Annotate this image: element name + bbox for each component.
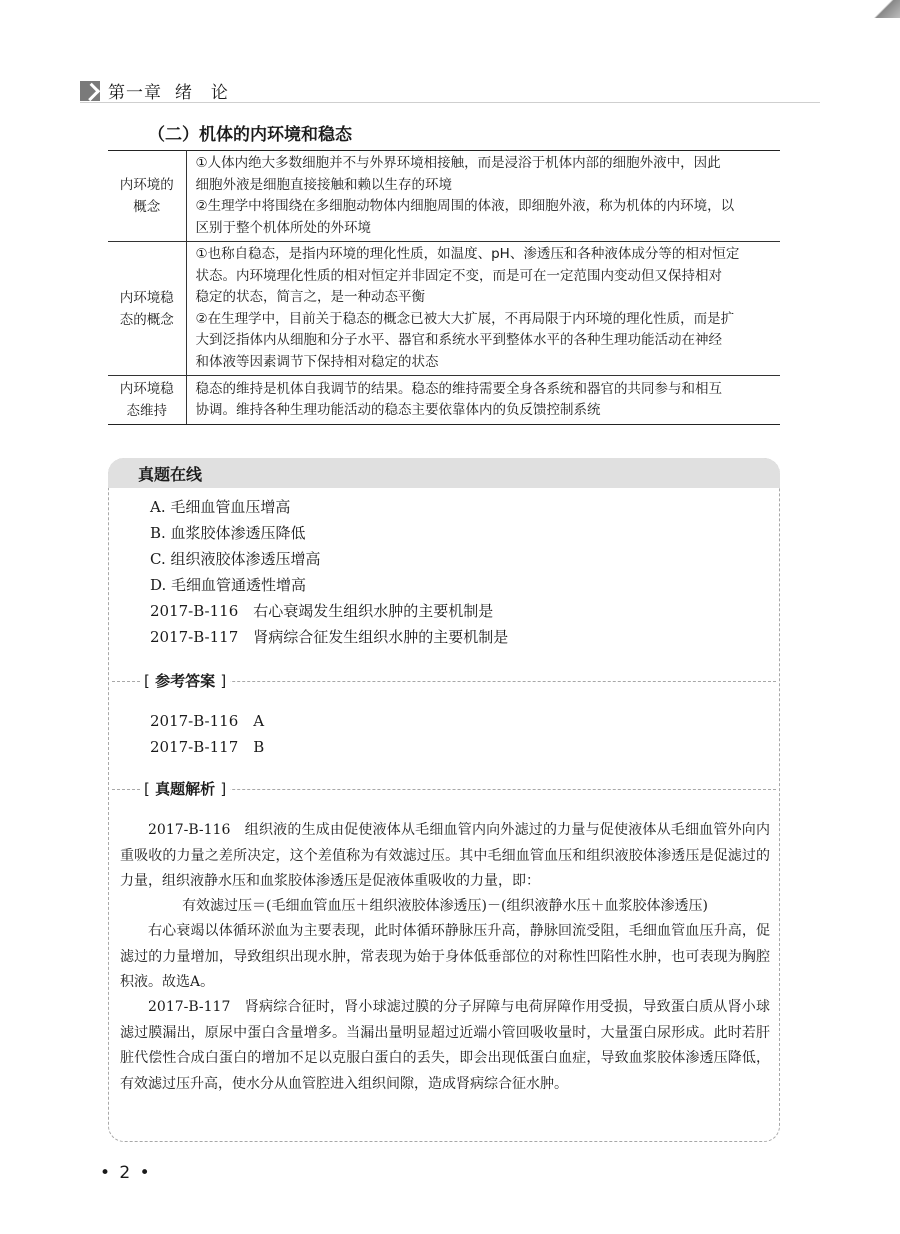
option-b: B. 血浆胶体渗透压降低: [150, 524, 306, 542]
definition-cell: [186, 376, 780, 425]
chapter-header: [80, 78, 229, 103]
definition-line: 状态。内环境理化性质的相对恒定并非固定不变，而是可在一定范围内变动但又保持相对: [195, 267, 722, 284]
definition-line: ②生理学中将围绕在多细胞动物体内细胞周围的体液，即细胞外液，称为机体的内环境，以: [195, 198, 735, 214]
analysis-formula: 有效滤过压＝(毛细血管血压＋组织液胶体渗透压)－(组织液静水压＋血浆胶体渗透压): [182, 898, 708, 914]
answer-117: 2017-B-117 B: [150, 738, 265, 756]
definition-line: ①人体内绝大多数细胞并不与外界环境相接触，而是浸浴于机体内部的细胞外液中，因此: [195, 155, 721, 171]
section-title: （二）机体的内环境和稳态: [148, 125, 352, 145]
term-cell: 内环境的概念: [108, 151, 186, 242]
page-number: • 2 •: [100, 1163, 152, 1183]
question-117: 2017-B-117 肾病综合征发生组织水肿的主要机制是: [150, 628, 509, 646]
definition-line: 细胞外液是细胞直接接触和赖以生存的环境: [195, 176, 452, 193]
definition-line: 稳态的维持是机体自我调节的结果。稳态的维持需要全身各系统和器官的共同参与和相互: [195, 380, 722, 397]
table-row: [108, 242, 780, 376]
page-corner-decoration: [870, 0, 900, 18]
term-cell: 内环境稳态的概念: [108, 242, 186, 376]
chapter-number: 第一章: [108, 83, 162, 103]
chapter-title-part2: 论: [210, 83, 229, 103]
definition-line: 稳定的状态，简言之，是一种动态平衡: [195, 289, 425, 305]
exam-questions-title: 真题在线: [138, 465, 203, 484]
analysis-paragraph-1: 2017-B-116 组织液的生成由促使液体从毛细血管内向外滤过的力量与促使液体从毛细血管外向内重吸收的力量之差所决定，这个差值称为有效滤过压。其中毛细血管血压和组织液胶体渗透压是促滤过的力量，组织液静水压和血浆胶体渗透压是促液体重吸收的力量，即：: [120, 822, 770, 889]
definition-cell: [186, 242, 780, 376]
analysis-label: [ 真题解析 ]: [140, 778, 230, 799]
option-a: A. 毛细血管血压增高: [150, 498, 291, 516]
term-cell: 内环境稳态维持: [108, 376, 186, 425]
answer-116: 2017-B-116 A: [150, 712, 265, 730]
definition-line: 区别于整个机体所处的外环境: [195, 219, 371, 236]
definition-cell: [186, 151, 780, 242]
exam-questions-header: [108, 458, 780, 488]
option-d: D. 毛细血管通透性增高: [150, 576, 307, 594]
definition-line: ②在生理学中，目前关于稳态的概念已被大大扩展，不再局限于内环境的理化性质，而是扩: [195, 310, 735, 327]
option-c: C. 组织液胶体渗透压增高: [150, 550, 321, 568]
definition-line: 协调。维持各种生理功能活动的稳态主要依靠体内的负反馈控制系统: [195, 402, 601, 418]
definition-line: 大到泛指体内从细胞和分子水平、器官和系统水平到整体水平的各种生理功能活动在神经: [195, 332, 722, 348]
table-row: [108, 151, 780, 242]
definition-line: ①也称自稳态，是指内环境的理化性质，如温度、pH、渗透压和各种液体成分等的相对恒定: [195, 246, 740, 262]
definition-line: 和体液等因素调节下保持相对稳定的状态: [195, 353, 439, 370]
answer-label-text: 参考答案: [155, 672, 216, 690]
chapter-title: [108, 78, 229, 103]
chevron-arrow-icon: [80, 81, 100, 101]
analysis-paragraph-2: 右心衰竭以体循环淤血为主要表现，此时体循环静脉压升高，静脉回流受阻，毛细血管血压升高，促滤过的力量增加，导致组织出现水肿，常表现为始于身体低垂部位的对称性凹陷性水肿，也可表现为胸腔积液。故选A。: [120, 923, 770, 990]
header-rule: [80, 102, 820, 103]
analysis-label-text: 真题解析: [155, 780, 216, 798]
question-116: 2017-B-116 右心衰竭发生组织水肿的主要机制是: [150, 602, 494, 620]
table-row: [108, 376, 780, 425]
answer-label: [ 参考答案 ]: [140, 670, 230, 691]
analysis-paragraph-3: 2017-B-117 肾病综合征时，肾小球滤过膜的分子屏障与电荷屏障作用受损，导致蛋白质从肾小球滤过膜漏出，原尿中蛋白含量增多。当漏出量明显超过近端小管回吸收量时，大量蛋白尿形成。此时若肝脏代偿性合成白蛋白的增加不足以克服白蛋白的丢失，即会出现低蛋白血症，导致血浆胶体渗透压降低，有效滤过压升高，使水分从血管腔进入组织间隙，造成肾病综合征水肿。: [120, 999, 770, 1092]
chapter-title-part1: 绪: [174, 83, 193, 103]
concept-table: [108, 150, 780, 425]
